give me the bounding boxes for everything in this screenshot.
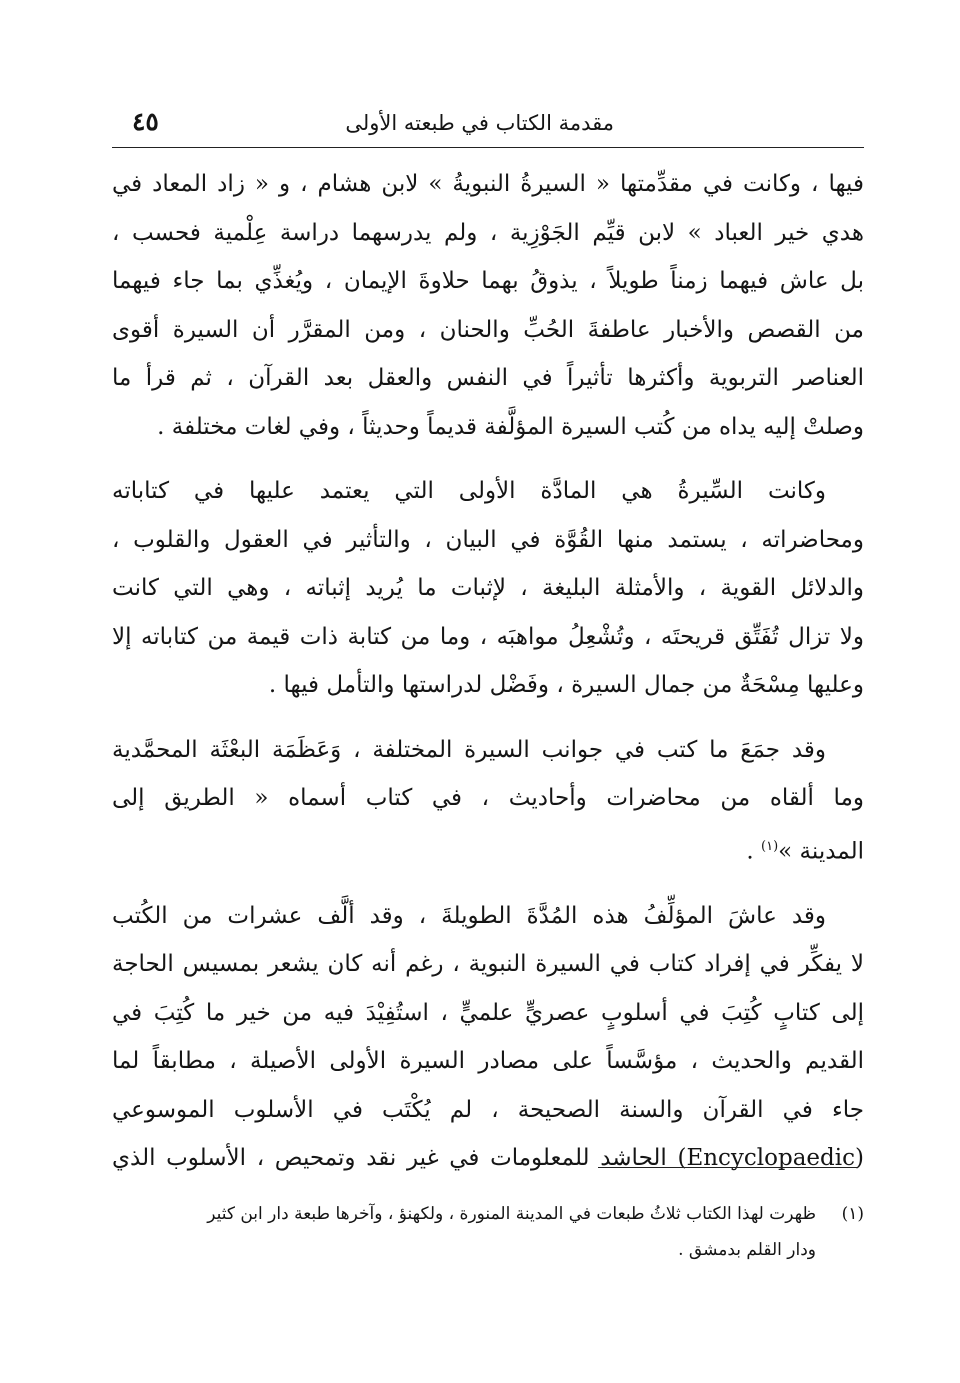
text-line: القديم والحديث ، مؤسَّساً على مصادر السيرة الأولى الأصيلة ، مطابقاً لما bbox=[112, 1048, 864, 1075]
text-fragment: المدينة » bbox=[778, 838, 864, 865]
paragraph-1 bbox=[112, 160, 864, 451]
paragraph-3 bbox=[112, 726, 864, 876]
text-line: جاء في القرآن والسنة الصحيحة ، لم يُكْتَب في الأسلوب الموسوعي bbox=[112, 1096, 864, 1123]
running-title: مقدمة الكتاب في طبعته الأولى bbox=[345, 111, 614, 135]
text-line: وصلتْ إليه يداه من كُتب السيرة المؤلَّفة قديماً وحديثاً ، وفي لغات مختلفة . bbox=[157, 413, 864, 440]
paragraph-2 bbox=[112, 467, 864, 710]
text-line: بل عاش فيهما زمناً طويلاً ، يذوقُ بهما حلاوةَ الإيمان ، ويُغذِّي بما جاء فيهما bbox=[112, 268, 864, 294]
page-number: ٤٥ bbox=[132, 107, 159, 136]
footnote-text: ظهرت لهذا الكتاب ثلاثُ طبعات في المدينة المنورة ، ولكهنؤ ، وآخرها طبعة دار ابن كثير bbox=[207, 1204, 816, 1224]
footnote-marker: (١) bbox=[841, 1204, 864, 1224]
text-line: من القصص والأخبار عاطفةَ الحُبِّ والحنان ، ومن المقرَّر أن السيرة أقوى bbox=[112, 316, 864, 343]
footnote-item bbox=[112, 1196, 864, 1232]
text-line-with-footnote bbox=[112, 823, 864, 876]
footnotes bbox=[112, 1196, 864, 1268]
text-line: وما ألقاه من محاضرات وأحاديث ، في كتاب أسماه « الطريق إلى bbox=[112, 785, 864, 811]
footnote-continuation: ودار القلم بدمشق . bbox=[678, 1240, 816, 1260]
footnote-reference[interactable]: (١) bbox=[761, 838, 779, 854]
paragraph-4 bbox=[112, 892, 864, 1183]
text-line: والدلائل القوية ، والأمثلة البليغة ، لإثبات ما يُريد إثباته ، وهي التي كانت bbox=[112, 575, 864, 601]
text-line: (Encyclopaedic) الحاشد للمعلومات في غير نقد وتمحيص ، الأسلوب الذي bbox=[112, 1145, 864, 1172]
page-header bbox=[112, 103, 864, 148]
text-fragment: . bbox=[746, 838, 754, 865]
text-line: وقد جمَعَ ما كتب في جوانب السيرة المختلفة ، وَعَظَمَة البعْثَة المحمَّدية bbox=[112, 736, 826, 763]
text-line: وكانت السِّيرةُ هي المادَّة الأولى التي يعتمد عليها في كتاباته bbox=[112, 478, 826, 504]
footnote-separator bbox=[598, 1167, 858, 1168]
text-line: وقد عاشَ المؤلِّفُ هذه المُدَّةَ الطويلةَ ، وقد ألَّف عشرات من الكُتب bbox=[112, 902, 826, 929]
text-line: وعليها مِسْحَةٌ من جمال السيرة ، وفَضْل لدراستها والتأمل فيها . bbox=[268, 672, 864, 698]
text-line: إلى كتابٍ كُتِبَ في أسلوبٍ عصريٍّ علميٍّ ، استُفِيْدَ فيه من خير ما كُتِبَ في bbox=[112, 999, 864, 1026]
text-line: هدي خير العباد » لابن قيِّم الجَوْزِية ، ولم يدرسهما دراسة عِلْمية فحسب ، bbox=[112, 219, 864, 246]
text-line: ولا تزال تُفَتِّق قريحتَه ، وتُشْعِلُ مواهبَه ، وما من كتابة ذات قيمة من كتاباته إلا bbox=[112, 623, 864, 650]
text-line: فيها ، وكانت في مقدِّمتها « السيرةُ النبويةُ » لابن هشام ، و « زاد المعاد في bbox=[112, 171, 864, 197]
text-line: العناصر التربوية وأكثرها تأثيراً في النفس والعقل بعد القرآن ، ثم قرأ ما bbox=[112, 365, 864, 391]
main-text bbox=[112, 160, 864, 1199]
text-line: ومحاضراته ، يستمد منها القُوَّة في البيان ، والتأثير في العقول والقلوب ، bbox=[112, 526, 864, 553]
text-line: لا يفكِّر في إفراد كتاب في السيرة النبوية ، رغم أنه كان يشعر بمسيس الحاجة bbox=[112, 951, 864, 978]
